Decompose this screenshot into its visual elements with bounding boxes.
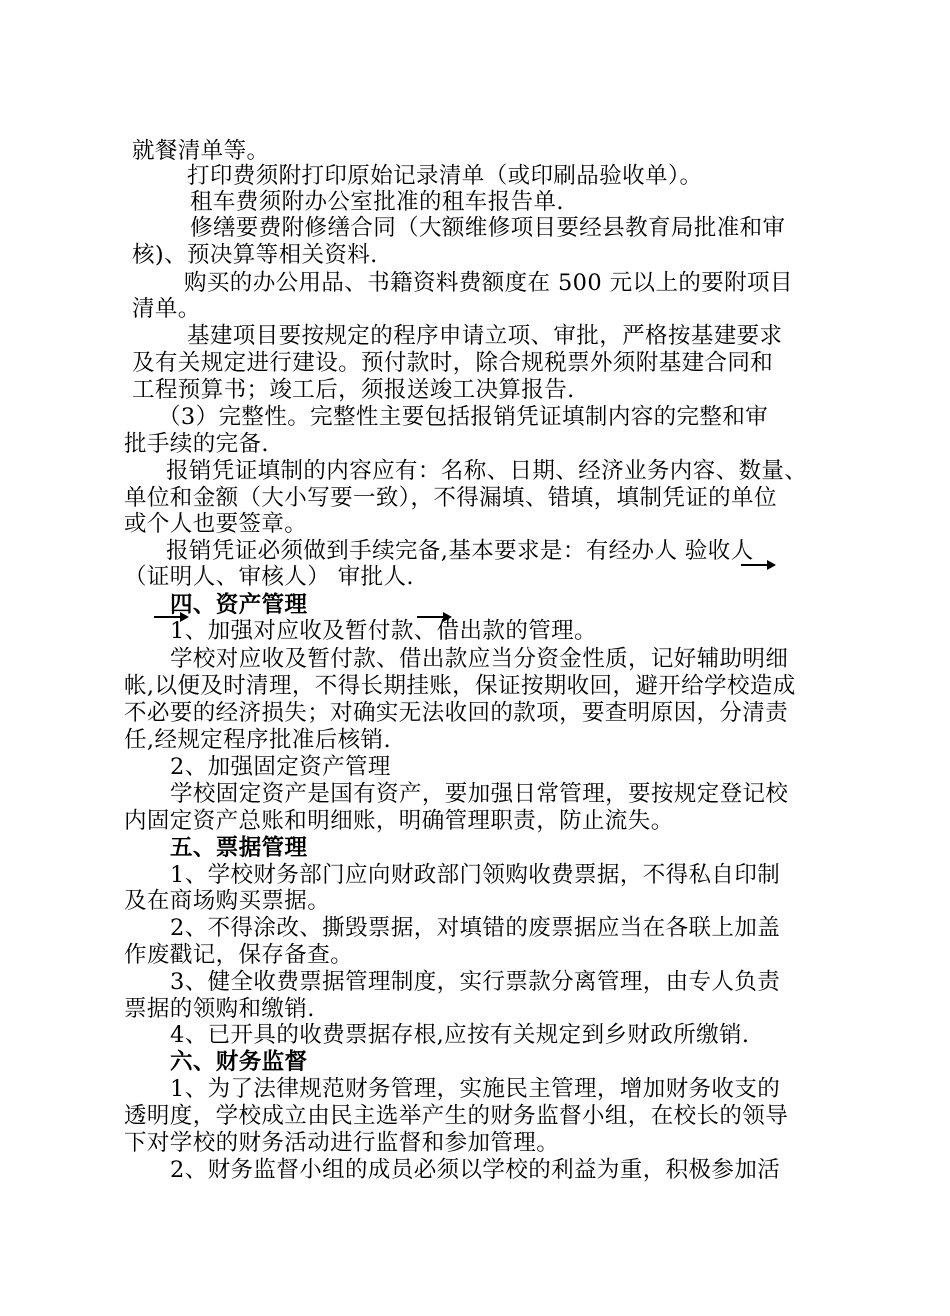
text-line: 1、加强对应收及暂付款、借出款的管理。: [170, 618, 597, 644]
text-line: 报销凭证填制的内容应有：名称、日期、经济业务内容、数量、: [166, 458, 808, 484]
text-line: 购买的办公用品、书籍资料费额度在 500 元以上的要附项目: [184, 270, 793, 296]
text-line: 基建项目要按规定的程序申请立项、审批，严格按基建要求: [187, 323, 783, 349]
arrow-right-icon: [741, 559, 777, 571]
text-line: 报销凭证必须做到手续完备,基本要求是：有经办人 验收人: [166, 538, 754, 564]
text-line: 帐,以便及时清理，不得长期挂账，保证按期收回，避开给学校造成: [124, 673, 796, 699]
text-line: 4、已开具的收费票据存根,应按有关规定到乡财政所缴销.: [170, 1022, 750, 1048]
text-line: 2、财务监督小组的成员必须以学校的利益为重，积极参加活: [170, 1157, 781, 1183]
text-line: 工程预算书；竣工后，须报送竣工决算报告.: [132, 377, 575, 403]
text-line: 及在商场购买票据。: [124, 888, 331, 914]
text-line: 单位和金额（大小写要一致），不得漏填、错填，填制凭证的单位: [124, 485, 777, 511]
text-line: 学校对应收及暂付款、借出款应当分资金性质，记好辅助明细: [170, 646, 789, 672]
section-heading: 五、票据管理: [170, 835, 308, 861]
text-line: 打印费须附打印原始记录清单（或印刷品验收单）。: [187, 163, 703, 189]
text-line: 清单。: [132, 296, 201, 322]
text-line: 租车费须附办公室批准的租车报告单.: [190, 189, 564, 215]
text-line: 作废戳记，保存备查。: [124, 942, 354, 968]
text-line: 核)、预决算等相关资料.: [132, 242, 378, 268]
text-line: 1、学校财务部门应向财政部门领购收费票据，不得私自印制: [170, 862, 781, 888]
text-line: 修缮要费附修缮合同（大额维修项目要经县教育局批准和审: [190, 215, 786, 241]
text-line: 下对学校的财务活动进行监督和参加管理。: [124, 1130, 560, 1156]
text-line: 批手续的完备.: [124, 431, 269, 457]
text-line: （证明人、审核人） 审批人.: [124, 564, 414, 590]
text-line: 不必要的经济损失；对确实无法收回的款项，要查明原因，分清责: [124, 700, 789, 726]
text-line: 学校固定资产是国有资产，要加强日常管理，要按规定登记校: [170, 781, 789, 807]
text-line: 票据的领购和缴销.: [124, 996, 315, 1022]
text-line: 1、为了法律规范财务管理，实施民主管理，增加财务收支的: [170, 1076, 781, 1102]
text-line: 3、健全收费票据管理制度，实行票款分离管理，由专人负责: [170, 969, 781, 995]
section-heading: 六、财务监督: [170, 1049, 308, 1075]
text-line: 就餐清单等。: [132, 138, 270, 164]
text-line: 及有关规定进行建设。预付款时，除合规税票外须附基建合同和: [132, 350, 774, 376]
text-line: 2、不得涂改、撕毁票据，对填错的废票据应当在各联上加盖: [170, 915, 781, 941]
text-line: 透明度，学校成立由民主选举产生的财务监督小组，在校长的领导: [124, 1103, 789, 1129]
text-line: 任,经规定程序批准后核销.: [124, 727, 392, 753]
text-line: 内固定资产总账和明细账，明确管理职责，防止流失。: [124, 808, 674, 834]
text-line: 或个人也要签章。: [124, 511, 308, 537]
section-heading: 四、资产管理: [170, 592, 308, 618]
text-line: （3）完整性。完整性主要包括报销凭证填制内容的完整和审: [158, 404, 769, 430]
text-line: 2、加强固定资产管理: [170, 754, 391, 780]
